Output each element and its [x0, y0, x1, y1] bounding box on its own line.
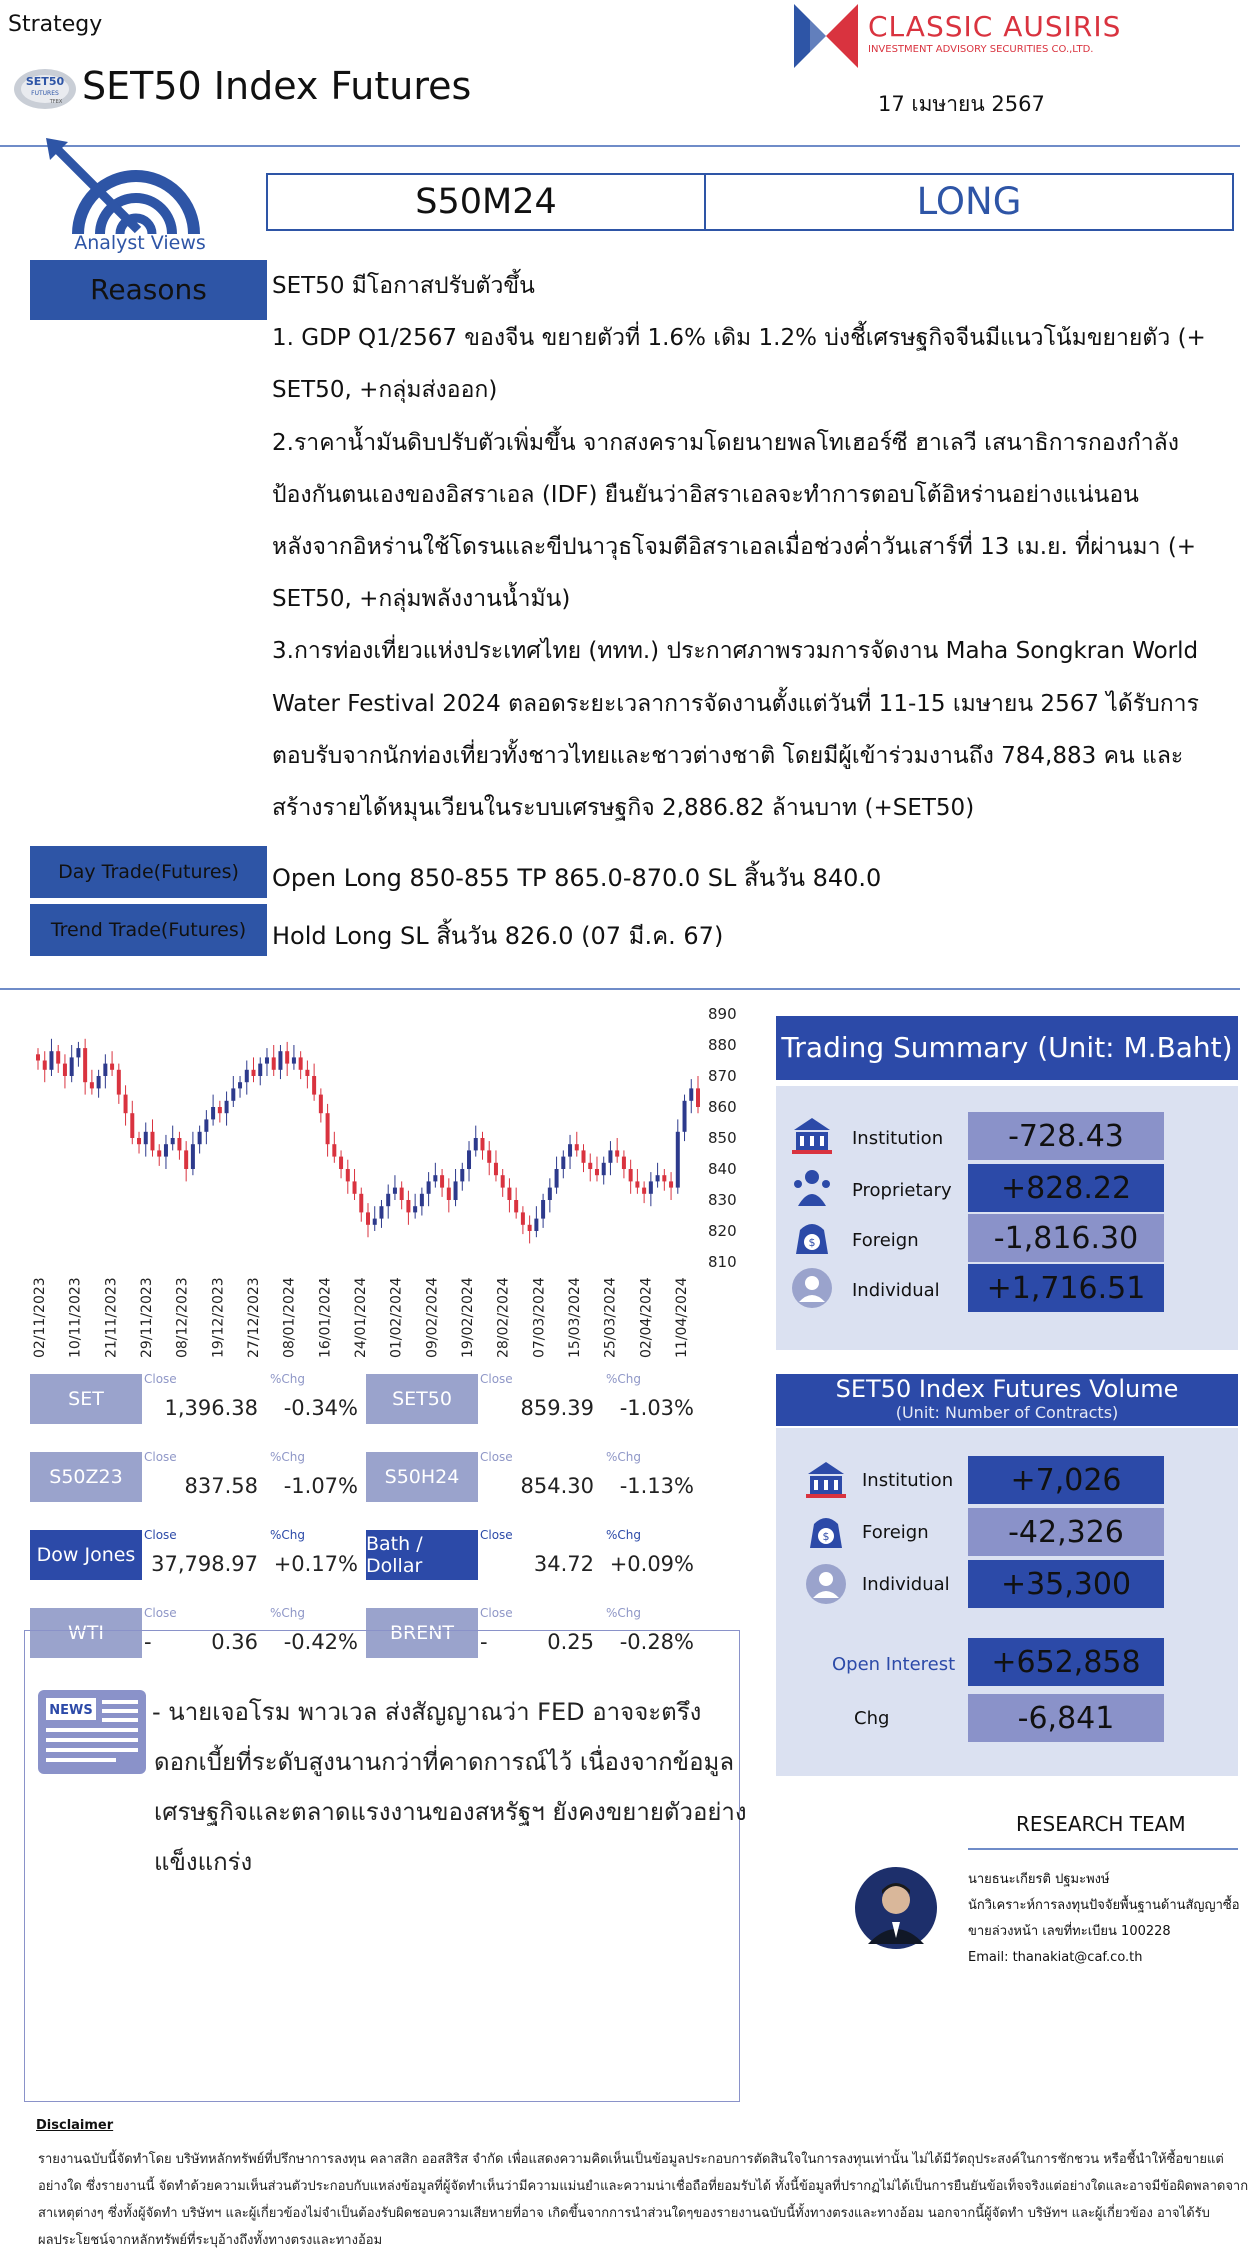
- candle-body: [319, 1095, 323, 1114]
- analyst-avatar: [854, 1866, 938, 1950]
- x-tick-label: 01/02/2024: [388, 1277, 405, 1358]
- trend-trade-label: Trend Trade(Futures): [30, 904, 267, 956]
- candle-body: [346, 1169, 350, 1181]
- candle-body: [548, 1188, 552, 1200]
- candle-body: [413, 1206, 417, 1212]
- news-line: แข็งแกร่ง: [154, 1848, 253, 1876]
- open-interest-value: +652,858: [968, 1638, 1164, 1686]
- y-tick-label: 850: [708, 1129, 737, 1147]
- x-tick-label: 21/11/2023: [103, 1277, 120, 1358]
- candle-body: [487, 1150, 491, 1162]
- candle-body: [278, 1051, 282, 1070]
- candle-body: [70, 1057, 74, 1076]
- analyst-email: Email: thanakiat@caf.co.th: [968, 1950, 1143, 1965]
- candle-body: [265, 1057, 269, 1063]
- chg-value: -1.03%: [619, 1396, 694, 1420]
- reason-line: Water Festival 2024 ตลอดระยะเวลาการจัดงานตั้งแต่วันที่ 11-15 เมษายน 2567 ได้รับการ: [272, 690, 1199, 717]
- close-label: Close: [144, 1606, 177, 1620]
- candle-body: [198, 1132, 202, 1144]
- logo-badge-line: FUTURES: [31, 90, 59, 97]
- candle-body: [76, 1048, 80, 1057]
- candle-body: [642, 1188, 646, 1194]
- chg-label: %Chg: [270, 1528, 306, 1542]
- x-tick-label: 08/01/2024: [281, 1277, 298, 1358]
- candle-body: [602, 1163, 606, 1175]
- trading-summary-label: Foreign: [852, 1230, 919, 1251]
- candle-body: [117, 1070, 121, 1095]
- candle-body: [238, 1082, 242, 1088]
- candle-body: [150, 1132, 154, 1151]
- candle-body: [157, 1150, 161, 1156]
- foreign-icon: [804, 1510, 848, 1554]
- candle-body: [676, 1132, 680, 1188]
- close-label: Close: [144, 1372, 177, 1386]
- candle-body: [258, 1064, 262, 1076]
- market-name: Dow Jones: [30, 1530, 142, 1580]
- candle-body: [575, 1144, 579, 1150]
- reason-line: 1. GDP Q1/2567 ของจีน ขยายตัวที่ 1.6% เดิม 1.2% บ่งชี้เศรษฐกิจจีนมีแนวโน้มขยายตัว (+: [272, 325, 1206, 352]
- candle-body: [184, 1150, 188, 1169]
- candle-body: [144, 1132, 148, 1144]
- individual-icon: [804, 1562, 848, 1606]
- candle-body: [103, 1064, 107, 1076]
- candle-body: [36, 1054, 40, 1060]
- price-chart: [20, 992, 750, 1362]
- candle-body: [43, 1061, 47, 1070]
- news-line: เศรษฐกิจและตลาดแรงงานของสหรัฐฯ ยังคงขยายตัวอย่าง: [154, 1798, 747, 1826]
- candle-body: [218, 1107, 222, 1113]
- candle-body: [326, 1113, 330, 1144]
- chg-label: %Chg: [270, 1372, 306, 1386]
- individual-icon: [790, 1266, 834, 1310]
- institution-icon: [790, 1114, 834, 1158]
- candle-body: [285, 1051, 289, 1063]
- candle-body: [501, 1175, 505, 1187]
- candle-body: [359, 1194, 363, 1213]
- volume-value: -42,326: [968, 1508, 1164, 1556]
- candle-body: [474, 1138, 478, 1150]
- trading-summary-label: Institution: [852, 1128, 944, 1149]
- day-trade-label: Day Trade(Futures): [30, 846, 267, 898]
- chg-label: %Chg: [606, 1450, 642, 1464]
- close-value: 0.25: [547, 1630, 594, 1654]
- market-name: SET: [30, 1374, 142, 1424]
- candle-body: [528, 1225, 532, 1231]
- x-tick-label: 10/11/2023: [67, 1277, 84, 1358]
- candle-body: [49, 1051, 53, 1070]
- candle-body: [582, 1150, 586, 1162]
- chg-value: -0.34%: [283, 1396, 358, 1420]
- set50-futures-logo: [12, 66, 78, 112]
- candle-body: [90, 1082, 94, 1088]
- y-tick-label: 860: [708, 1098, 737, 1116]
- reason-line: 2.ราคาน้ำมันดิบปรับตัวเพิ่มขึ้น จากสงครามโดยนายพลโทเฮอร์ซี ฮาเลวี เสนาธิการกองกำลัง: [272, 429, 1179, 456]
- chg-value: +0.09%: [609, 1552, 694, 1576]
- chg-label: %Chg: [270, 1606, 306, 1620]
- trading-summary-value: +1,716.51: [968, 1264, 1164, 1312]
- candle-body: [467, 1150, 471, 1169]
- candle-body: [588, 1163, 592, 1169]
- candle-body: [541, 1200, 545, 1219]
- candle-body: [231, 1088, 235, 1100]
- candle-body: [635, 1181, 639, 1187]
- candle-body: [379, 1206, 383, 1218]
- candle-body: [669, 1181, 673, 1187]
- x-tick-label: 15/03/2024: [567, 1277, 583, 1358]
- news-badge: NEWS: [49, 1703, 93, 1718]
- close-prefix: -: [144, 1630, 152, 1654]
- trading-summary-value: +828.22: [968, 1164, 1164, 1212]
- candle-body: [622, 1157, 626, 1169]
- analyst-role: นักวิเคราะห์การลงทุนปัจจัยพื้นฐานด้านสัญญาซื้อ: [968, 1898, 1240, 1913]
- disclaimer-line: อย่างใด ซึ่งรายงานนี้ จัดทำด้วยความเห็นส่วนตัวประกอบกับแหล่งข้อมูลที่ผู้จัดทำเห็นว่ามีความแม่นยำและความน่าเชื่อถือที่ยอมรับได้ ทั้งนี้ข้อมูลที่ปรากฏไม่ได้เป็นการยืนยันข้อเท็จจริงแต่อย่างใดและอาจมีข้อผิดพลาดจาก: [38, 2179, 1249, 2194]
- candle-body: [555, 1169, 559, 1188]
- logo-badge-line: SET50: [25, 75, 65, 88]
- candle-body: [447, 1188, 451, 1200]
- candle-body: [366, 1212, 370, 1224]
- contract-symbol: S50M24: [268, 175, 706, 229]
- reason-line: ตอบรับจากนักท่องเที่ยวทั้งชาวไทยและชาวต่างชาติ โดยมีผู้เข้าร่วมงานถึง 784,883 คน และ: [272, 742, 1184, 769]
- chg-label: %Chg: [606, 1372, 642, 1386]
- reason-line: สร้างรายได้หมุนเวียนในระบบเศรษฐกิจ 2,886.82 ล้านบาท (+SET50): [272, 795, 975, 821]
- candle-body: [225, 1101, 229, 1113]
- open-interest-label: Open Interest: [832, 1654, 956, 1675]
- candle-body: [299, 1057, 303, 1069]
- candle-body: [568, 1144, 572, 1156]
- candle-body: [353, 1181, 357, 1193]
- x-tick-label: 07/03/2024: [531, 1277, 548, 1358]
- reasons-label: Reasons: [30, 260, 267, 320]
- position-direction: LONG: [916, 180, 1022, 223]
- candle-body: [683, 1101, 687, 1132]
- candle-body: [427, 1181, 431, 1193]
- close-label: Close: [144, 1450, 177, 1464]
- chg-value: -1.13%: [619, 1474, 694, 1498]
- close-value: 37,798.97: [151, 1552, 258, 1576]
- candle-body: [130, 1113, 134, 1138]
- candle-body: [507, 1188, 511, 1200]
- y-tick-label: 870: [708, 1067, 737, 1085]
- close-label: Close: [480, 1372, 513, 1386]
- x-tick-label: 02/11/2023: [32, 1277, 48, 1358]
- reason-line: 3.การท่องเที่ยวแห่งประเทศไทย (ททท.) ประกาศภาพรวมการจัดงาน Maha Songkran World: [272, 638, 1199, 665]
- y-tick-label: 840: [708, 1160, 737, 1178]
- svg-text:$: $: [822, 1530, 830, 1543]
- disclaimer-line: รายงานฉบับนี้จัดทำโดย บริษัทหลักทรัพย์ที่ปรึกษาการลงทุน คลาสสิก ออสสิริส จำกัด เพื่อแสดงความคิดเห็นเป็นข้อมูลประกอบการตัดสินใจในการลงทุนเท่านั้น ไม่ได้มีวัตถุประสงค์ในการชักชวน หรือชี้นำให้ซื้อขายแต่: [38, 2152, 1224, 2167]
- disclaimer-title: Disclaimer: [36, 2118, 114, 2133]
- candle-body: [204, 1119, 208, 1131]
- news-line: - นายเจอโรม พาวเวล ส่งสัญญาณว่า FED อาจจะตรึง: [152, 1698, 702, 1726]
- candle-body: [649, 1181, 653, 1193]
- x-tick-label: 08/12/2023: [174, 1277, 191, 1358]
- section-divider: [0, 988, 1240, 990]
- news-line: ดอกเบี้ยที่ระดับสูงนานกว่าที่คาดการณ์ไว้ เนื่องจากข้อมูล: [154, 1748, 735, 1776]
- y-tick-label: 820: [708, 1222, 737, 1240]
- candle-body: [662, 1175, 666, 1181]
- candle-body: [494, 1163, 498, 1175]
- close-value: 1,396.38: [164, 1396, 258, 1420]
- analyst-views-label: Analyst Views: [74, 232, 206, 254]
- candle-body: [689, 1088, 693, 1100]
- x-tick-label: 19/02/2024: [460, 1277, 476, 1358]
- analyst-license: ขายล่วงหน้า เลขที่ทะเบียน 100228: [968, 1924, 1171, 1939]
- candle-body: [272, 1057, 276, 1069]
- trading-summary-value: -728.43: [968, 1112, 1164, 1160]
- y-tick-label: 810: [708, 1253, 737, 1271]
- x-tick-label: 11/04/2024: [674, 1277, 690, 1358]
- newspaper-icon: [36, 1688, 148, 1776]
- candle-body: [373, 1219, 377, 1225]
- x-tick-label: 29/11/2023: [139, 1277, 155, 1358]
- candle-body: [514, 1200, 518, 1212]
- page-title: SET50 Index Futures: [82, 64, 472, 108]
- volume-header: [776, 1374, 1238, 1426]
- market-name: S50Z23: [30, 1452, 142, 1502]
- chg-label: %Chg: [270, 1450, 306, 1464]
- x-tick-label: 02/04/2024: [638, 1277, 655, 1358]
- candle-body: [211, 1107, 215, 1119]
- candle-body: [171, 1138, 175, 1144]
- candle-body: [454, 1181, 458, 1200]
- oi-change-value: -6,841: [968, 1694, 1164, 1742]
- proprietary-icon: [790, 1166, 834, 1210]
- candle-body: [393, 1188, 397, 1194]
- candle-body: [110, 1064, 114, 1070]
- candle-body: [63, 1064, 67, 1076]
- candle-body: [305, 1070, 309, 1076]
- candle-body: [386, 1194, 390, 1206]
- company-name: CLASSIC AUSIRIS: [868, 10, 1122, 43]
- trading-summary-label: Individual: [852, 1280, 940, 1301]
- reason-line: SET50 มีโอกาสปรับตัวขึ้น: [272, 273, 535, 299]
- reason-line: ป้องกันตนเองของอิสราเอล (IDF) ยืนยันว่าอิสราเอลจะทำการตอบโต้อิหร่านอย่างแน่นอน: [272, 481, 1139, 508]
- x-tick-label: 27/12/2023: [246, 1277, 262, 1358]
- y-tick-label: 880: [708, 1036, 737, 1054]
- trading-summary-value: -1,816.30: [968, 1214, 1164, 1262]
- candle-body: [252, 1070, 256, 1076]
- candle-body: [292, 1057, 296, 1063]
- market-name: BRENT: [366, 1608, 478, 1658]
- candle-body: [521, 1212, 525, 1224]
- research-divider: [968, 1848, 1238, 1850]
- candle-body: [97, 1076, 101, 1088]
- y-tick-label: 890: [708, 1005, 737, 1023]
- market-name: SET50: [366, 1374, 478, 1424]
- x-tick-label: 28/02/2024: [495, 1277, 512, 1358]
- close-label: Close: [480, 1528, 513, 1542]
- volume-label: Foreign: [862, 1522, 929, 1543]
- research-team-title: RESEARCH TEAM: [1016, 1812, 1186, 1836]
- trading-summary-title: Trading Summary (Unit: M.Baht): [776, 1016, 1238, 1080]
- chg-value: -0.42%: [283, 1630, 358, 1654]
- candle-body: [608, 1150, 612, 1162]
- disclaimer-line: ผลประโยชน์จากหลักทรัพย์ที่ระบุอ้างถึงทั้งทางตรงและทางอ้อม: [38, 2233, 383, 2248]
- x-tick-label: 19/12/2023: [210, 1277, 227, 1358]
- chg-label: %Chg: [606, 1528, 642, 1542]
- chg-value: +0.17%: [273, 1552, 358, 1576]
- candle-body: [339, 1157, 343, 1169]
- candle-body: [177, 1138, 181, 1150]
- market-name: WTI: [30, 1608, 142, 1658]
- candle-body: [420, 1194, 424, 1206]
- candle-body: [312, 1076, 316, 1095]
- volume-label: Individual: [862, 1574, 950, 1595]
- close-prefix: -: [480, 1630, 488, 1654]
- report-date: 17 เมษายน 2567: [878, 92, 1045, 116]
- candle-body: [534, 1219, 538, 1231]
- close-value: 34.72: [533, 1552, 594, 1576]
- analyst-name: นายธนะเกียรติ ปฐมะพงษ์: [968, 1872, 1110, 1887]
- candle-body: [615, 1150, 619, 1156]
- candle-body: [137, 1138, 141, 1144]
- chg-value: -1.07%: [283, 1474, 358, 1498]
- close-label: Close: [144, 1528, 177, 1542]
- volume-value: +7,026: [968, 1456, 1164, 1504]
- candle-body: [561, 1157, 565, 1169]
- candle-body: [433, 1175, 437, 1181]
- logo-badge-line: TFEX: [49, 99, 63, 105]
- volume-label: Institution: [862, 1470, 954, 1491]
- candle-body: [56, 1051, 60, 1063]
- close-value: 837.58: [184, 1474, 258, 1498]
- x-tick-label: 16/01/2024: [317, 1277, 334, 1358]
- close-label: Close: [480, 1606, 513, 1620]
- candle-body: [406, 1200, 410, 1212]
- candle-body: [440, 1175, 444, 1187]
- candle-body: [164, 1144, 168, 1156]
- candle-body: [332, 1144, 336, 1156]
- candle-body: [124, 1095, 128, 1114]
- candle-body: [245, 1070, 249, 1082]
- market-name: Bath / Dollar: [366, 1530, 478, 1580]
- reason-line: SET50, +กลุ่มส่งออก): [272, 377, 498, 404]
- chg-value: -0.28%: [619, 1630, 694, 1654]
- candle-body: [83, 1048, 87, 1082]
- oi-change-label: Chg: [854, 1708, 890, 1729]
- close-value: 0.36: [211, 1630, 258, 1654]
- close-value: 859.39: [520, 1396, 594, 1420]
- candle-body: [595, 1169, 599, 1175]
- volume-subtitle: (Unit: Number of Contracts): [895, 1403, 1119, 1422]
- candle-body: [400, 1188, 404, 1200]
- x-tick-label: 25/03/2024: [602, 1277, 619, 1358]
- volume-value: +35,300: [968, 1560, 1164, 1608]
- close-label: Close: [480, 1450, 513, 1464]
- close-value: 854.30: [520, 1474, 594, 1498]
- company-logo: [790, 0, 862, 72]
- volume-title: SET50 Index Futures Volume: [835, 1375, 1179, 1403]
- candle-body: [656, 1175, 660, 1181]
- institution-icon: [804, 1458, 848, 1502]
- candle-body: [629, 1169, 633, 1181]
- candle-body: [480, 1138, 484, 1150]
- trend-trade-text: Hold Long SL สิ้นวัน 826.0 (07 มี.ค. 67): [272, 922, 724, 950]
- trading-summary-label: Proprietary: [852, 1180, 952, 1201]
- foreign-icon: [790, 1216, 834, 1260]
- chg-label: %Chg: [606, 1606, 642, 1620]
- candle-body: [460, 1169, 464, 1181]
- market-name: S50H24: [366, 1452, 478, 1502]
- day-trade-text: Open Long 850-855 TP 865.0-870.0 SL สิ้นวัน 840.0: [272, 864, 882, 892]
- candle-body: [696, 1088, 700, 1107]
- section-label: Strategy: [8, 12, 103, 37]
- y-tick-label: 830: [708, 1191, 737, 1209]
- company-subtitle: INVESTMENT ADVISORY SECURITIES CO.,LTD.: [868, 44, 1094, 55]
- disclaimer-line: สาเหตุต่างๆ ซึ่งทั้งผู้จัดทำ บริษัทฯ และผู้เกี่ยวข้องไม่จำเป็นต้องรับผิดชอบความเสียหายที่อาจ เกิดขึ้นจากการนำส่วนใดๆของรายงานฉบับนี้ทั้งทางตรงและทางอ้อม นอกจากนี้ผู้จัดทำ บริษัทฯ และผู้เกี่ยวข้อง อาจได้รับ: [38, 2206, 1210, 2221]
- x-tick-label: 09/02/2024: [424, 1277, 441, 1358]
- reason-line: หลังจากอิหร่านใช้โดรนและขีปนาวุธโจมตีอิสราเอลเมื่อช่วงค่ำวันเสาร์ที่ 13 เม.ย. ที่ผ่านมา (+: [272, 534, 1197, 560]
- x-tick-label: 24/01/2024: [353, 1277, 369, 1358]
- svg-text:$: $: [808, 1236, 816, 1249]
- reason-line: SET50, +กลุ่มพลังงานน้ำมัน): [272, 586, 571, 613]
- position-box: [266, 173, 1234, 231]
- candle-body: [191, 1144, 195, 1169]
